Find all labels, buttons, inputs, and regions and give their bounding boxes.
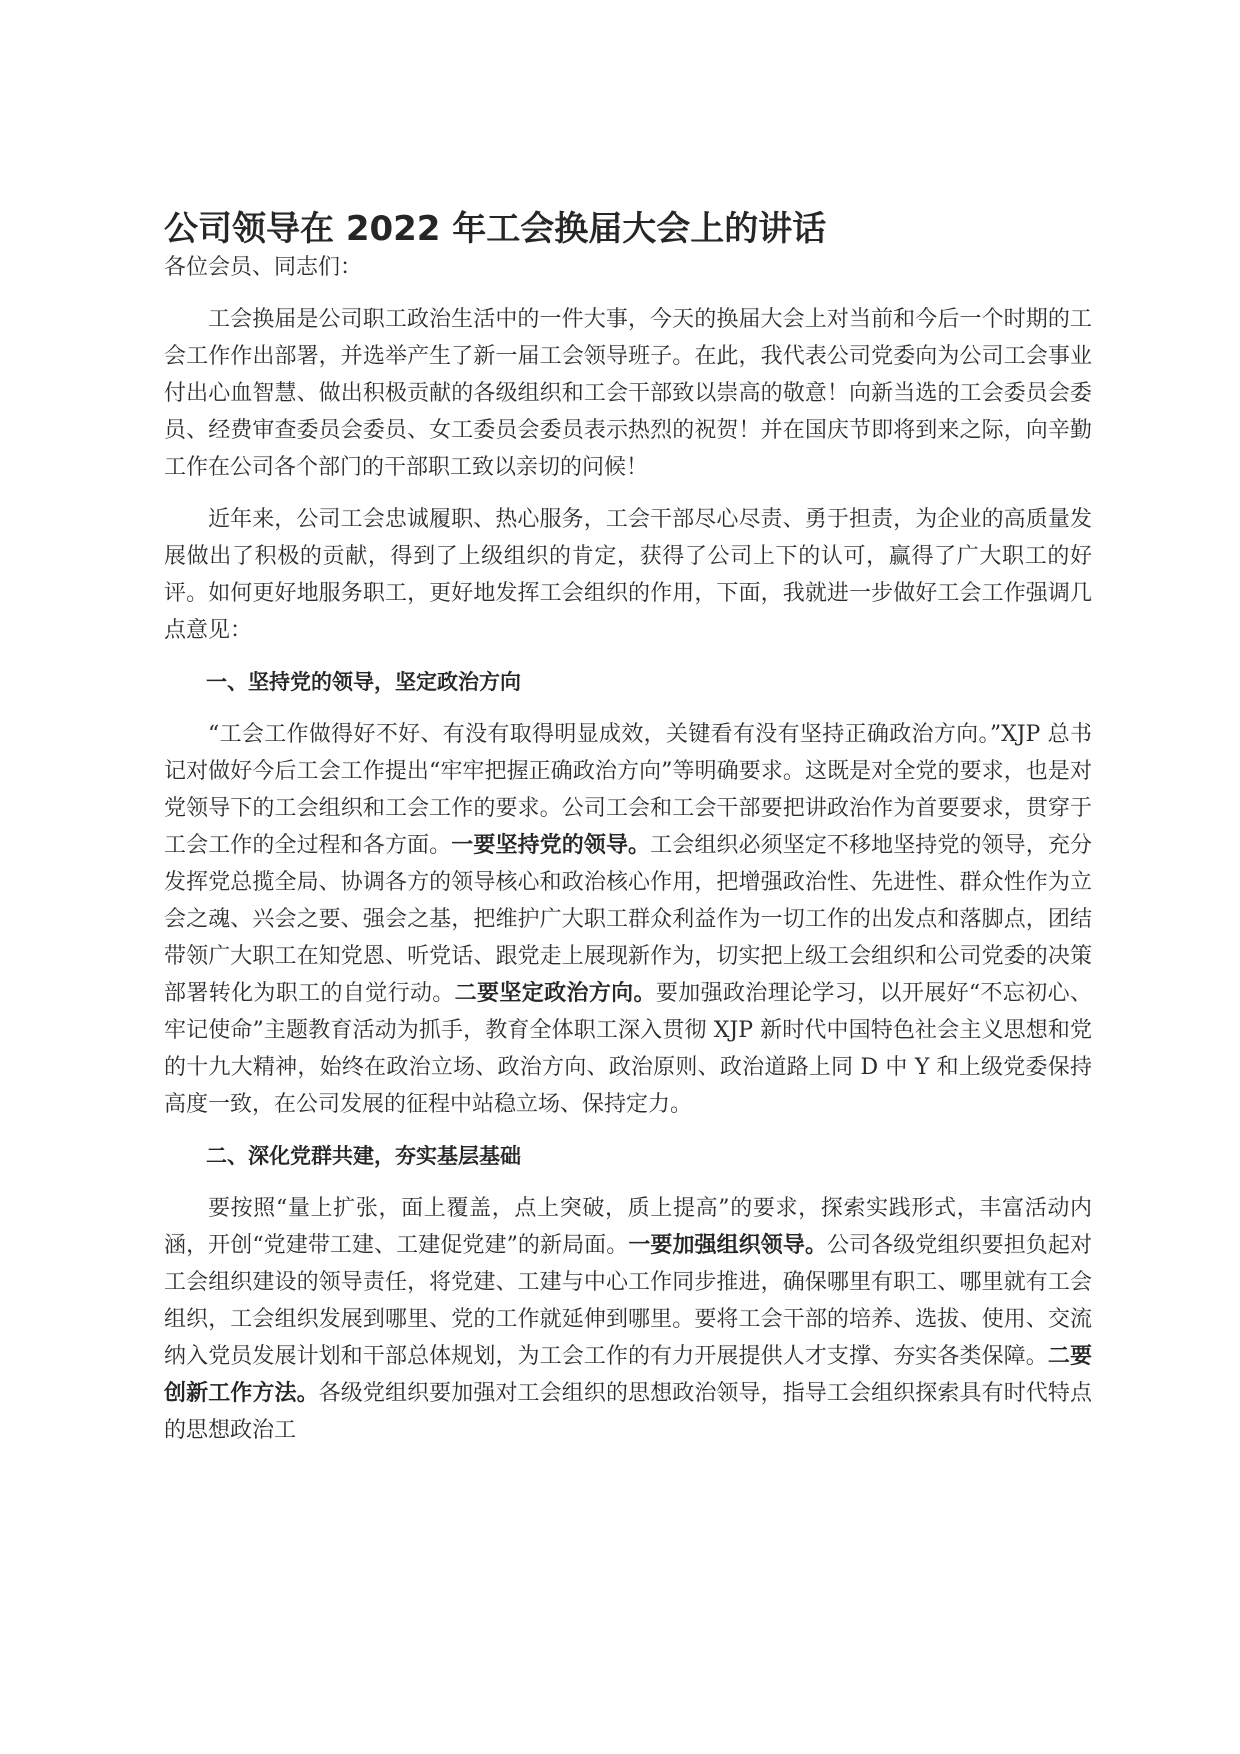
section1-point-1: 一要坚持党的领导。 [451, 833, 651, 858]
section2-text-a: 要按照“量上扩张，面上覆盖，点上突破，质上提高”的要求，探索实践形式，丰富活动内涵，开创“党建带工建、工建促党建”的新局面。 [164, 1196, 1092, 1258]
section1-point-2: 二要坚定政治方向。 [454, 981, 656, 1006]
section2-text-b: 公司各级党组织要担负起对工会组织建设的领导责任，将党建、工建与中心工作同步推进，确保哪里有职工、哪里就有工会组织，工会组织发展到哪里、党的工作就延伸到哪里。要将工会干部的培养、选拔、使用、交流纳入党员发展计划和干部总体规划，为工会工作的有力开展提供人才支撑、夯实各类保障。 [164, 1233, 1092, 1369]
section-heading-1: 一、坚持党的领导，坚定政治方向 [206, 670, 521, 694]
section1-text-a: “工会工作做得好不好、有没有取得明显成效，关键看有没有坚持正确政治方向。”XJP 总书记对做好今后工会工作提出“牢牢把握正确政治方向”等明确要求。这既是对全党的要求，也是对党领导下的工会组织和工会工作的要求。公司工会和工会干部要把讲政治作为首要要求，贯穿于工会工作的全过程和各方面。 [164, 722, 1092, 858]
section-heading-2: 二、深化党群共建，夯实基层基础 [206, 1144, 521, 1168]
section2-point-2: 二要创新工作方法。 [164, 1344, 1092, 1406]
paragraph-review: 近年来，公司工会忠诚履职、热心服务，工会干部尽心尽责、勇于担责，为企业的高质量发展做出了积极的贡献，得到了上级组织的肯定，获得了公司上下的认可，赢得了广大职工的好评。如何更好地服务职工，更好地发挥工会组织的作用，下面，我就进一步做好工会工作强调几点意见： [164, 507, 1092, 643]
paragraph-opening: 工会换届是公司职工政治生活中的一件大事，今天的换届大会上对当前和今后一个时期的工会工作作出部署，并选举产生了新一届工会领导班子。在此，我代表公司党委向为公司工会事业付出心血智慧、做出积极贡献的各级组织和工会干部致以崇高的敬意！向新当选的工会委员会委员、经费审查委员会委员、女工委员会委员表示热烈的祝贺！并在国庆节即将到来之际，向辛勤工作在公司各个部门的干部职工致以亲切的问候！ [164, 307, 1092, 480]
section1-text-b: 工会组织必须坚定不移地坚持党的领导，充分发挥党总揽全局、协调各方的领导核心和政治核心作用，把增强政治性、先进性、群众性作为立会之魂、兴会之要、强会之基，把维护广大职工群众利益作为一切工作的出发点和落脚点，团结带领广大职工在知党恩、听党话、跟党走上展现新作为，切实把上级工会组织和公司党委的决策部署转化为职工的自觉行动。 [164, 833, 1092, 1006]
section2-text-c: 各级党组织要加强对工会组织的思想政治领导，指导工会组织探索具有时代特点的思想政治工 [164, 1381, 1092, 1443]
greeting: 各位会员、同志们： [164, 255, 363, 280]
document-body [164, 244, 1092, 1449]
document-title: 公司领导在 2022 年工会换届大会上的讲话 [164, 209, 827, 249]
section1-text-c: 要加强政治理论学习，以开展好“不忘初心、牢记使命”主题教育活动为抓手，教育全体职工深入贯彻 XJP 新时代中国特色社会主义思想和党的十九大精神，始终在政治立场、政治方向、政治原则、政治道路上同 D 中 Y 和上级党委保持高度一致，在公司发展的征程中站稳立场、保持定力。 [164, 981, 1092, 1117]
paragraph-section2 [164, 1190, 1092, 1449]
paragraph-section1 [164, 716, 1092, 1123]
section2-point-1: 一要加强组织领导。 [628, 1233, 828, 1258]
